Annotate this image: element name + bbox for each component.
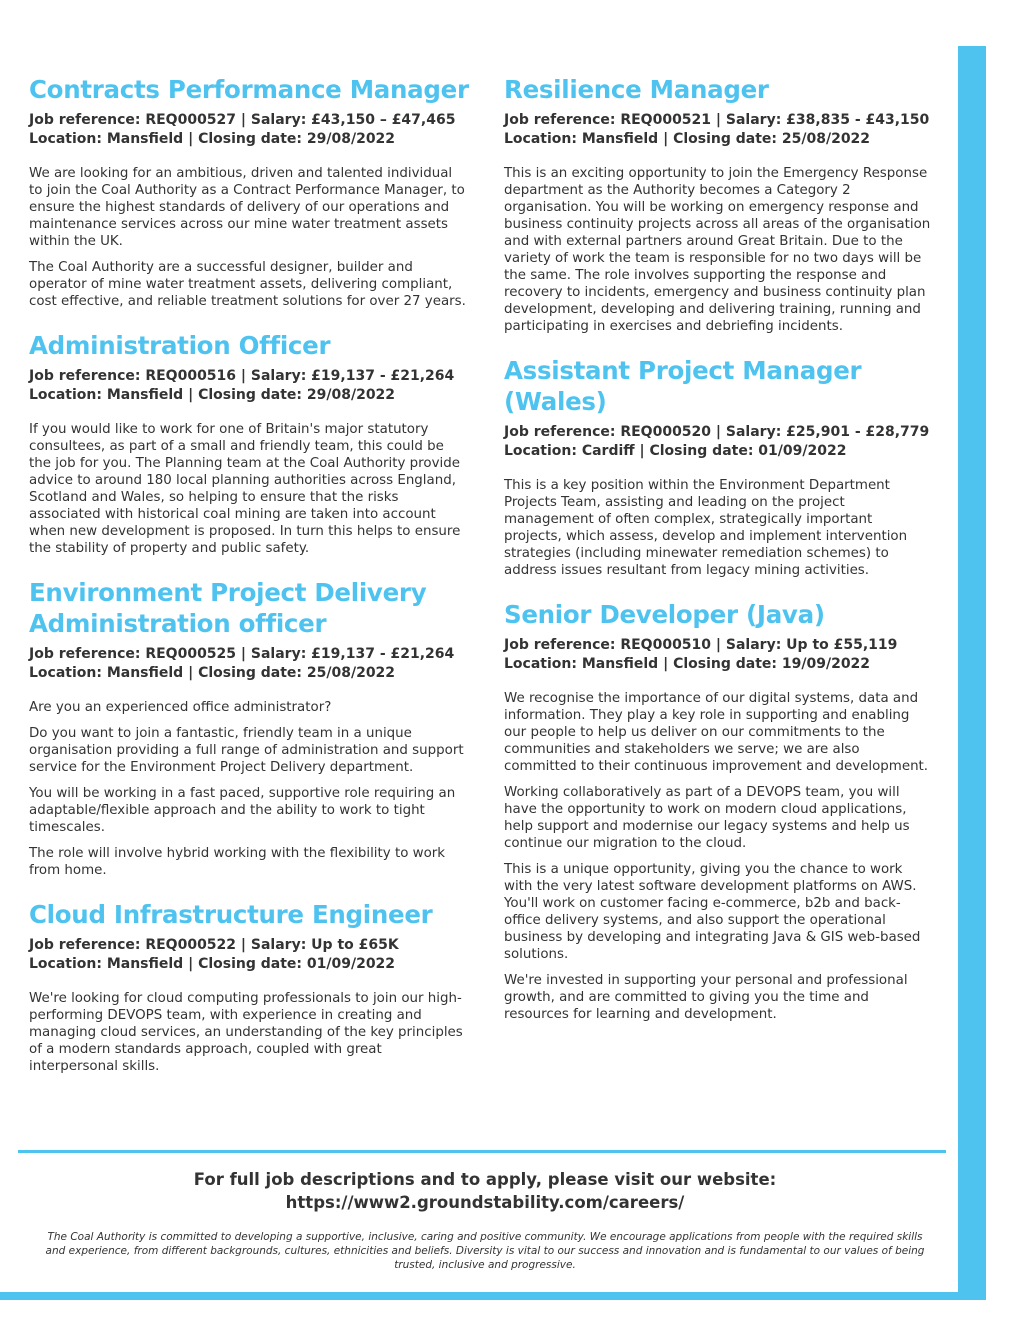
job-location-closing: Location: Cardiff | Closing date: 01/09/2022 <box>504 443 847 459</box>
job-location-closing: Location: Mansfield | Closing date: 01/09/2022 <box>29 956 396 972</box>
job-description: This is a unique opportunity, giving you the chance to work with the very latest software development platforms on AWS. You'll work on customer facing e-commerce, b2b and back-office delivery systems, and also support the operational business by developing and integrating Java & GIS web-based solutions. <box>504 862 921 962</box>
job-title: Resilience Manager <box>504 75 769 104</box>
job-title: Contracts Performance Manager <box>29 75 469 104</box>
job-description: Working collaboratively as part of a DEVOPS team, you will have the opportunity to work on modern cloud applications, help support and modernise our legacy systems and help us continue our migration to the cloud. <box>504 785 910 851</box>
job-meta <box>29 645 469 683</box>
job-reference-salary: Job reference: REQ000520 | Salary: £25,901 - £28,779 <box>504 424 930 440</box>
job-description: We recognise the importance of our digital systems, data and information. They play a key role in supporting and enabling our people to help us deliver on our commitments to the communities and stakeholders we serve; we are also committed to their continuous improvement and development. <box>504 691 929 774</box>
job-description: This is an exciting opportunity to join the Emergency Response department as the Authority becomes a Category 2 organisation. You will be working on emergency response and business continuity projects across all areas of the organisation and with external partners around Great Britain. Due to the variety of work the team is responsible for no two days will be the same. The role involves supporting the response and recovery to incidents, emergency and business continuity plan development, developing and delivering training, running and participating in exercises and debriefing incidents. <box>504 166 931 334</box>
job-meta <box>29 367 469 405</box>
job-description: The role will involve hybrid working with the flexibility to work from home. <box>29 846 446 878</box>
job-description: Do you want to join a fantastic, friendly team in a unique organisation providing a full range of administration and support service for the Environment Project Delivery department. <box>29 726 464 775</box>
job-title: Administration Officer <box>29 331 331 360</box>
job-reference-salary: Job reference: REQ000527 | Salary: £43,150 – £47,465 <box>29 112 456 128</box>
right-column <box>504 74 934 1043</box>
job-description: We're invested in supporting your personal and professional growth, and are committed to giving you the time and resources for learning and development. <box>504 973 908 1022</box>
job-meta <box>504 423 934 461</box>
job-description: This is a key position within the Environment Department Projects Team, assisting and leading on the project management of often complex, strategically important projects, which assess, develop and implement intervention strategies (including minewater remediation schemes) to address issues resultant from legacy mining activities. <box>504 478 908 578</box>
job-location-closing: Location: Mansfield | Closing date: 29/08/2022 <box>29 131 396 147</box>
job-description: We are looking for an ambitious, driven and talented individual to join the Coal Authority as a Contract Performance Manager, to ensure the highest standards of delivery of our operations and maintenance services across our mine water treatment assets within the UK. <box>29 166 465 249</box>
job-reference-salary: Job reference: REQ000510 | Salary: Up to £55,119 <box>504 637 898 653</box>
accent-side-bar <box>958 46 986 1300</box>
job-senior-developer-java <box>504 599 934 1023</box>
job-description: You will be working in a fast paced, supportive role requiring an adaptable/flexible approach and the ability to work to tight timescales. <box>29 786 456 835</box>
job-description: The Coal Authority are a successful designer, builder and operator of mine water treatment assets, delivering compliant, cost effective, and reliable treatment solutions for over 27 years. <box>29 260 466 309</box>
apply-instructions: For full job descriptions and to apply, please visit our website: <box>193 1170 777 1189</box>
job-reference-salary: Job reference: REQ000525 | Salary: £19,137 - £21,264 <box>29 646 455 662</box>
job-description: Are you an experienced office administrator? <box>29 700 332 715</box>
job-meta <box>29 111 469 149</box>
accent-bottom-bar <box>0 1292 986 1300</box>
job-location-closing: Location: Mansfield | Closing date: 25/08/2022 <box>504 131 871 147</box>
diversity-statement: The Coal Authority is committed to developing a supportive, inclusive, caring and positive community. We encourage applications from people with the required skills and experience, from different backgrounds, cultures, ethnicities and beliefs. Diversity is vital to our success and innovation and is fundamental to our values of being trusted, inclusive and progressive. <box>45 1231 925 1271</box>
job-meta <box>504 636 934 674</box>
job-description: We're looking for cloud computing professionals to join our high-performing DEVOPS team, with experience in creating and managing cloud services, an understanding of the key principles of a modern standards approach, coupled with great interpersonal skills. <box>29 991 463 1074</box>
left-column <box>29 74 469 1095</box>
job-environment-project-delivery-admin <box>29 577 469 879</box>
job-administration-officer <box>29 330 469 557</box>
careers-website-link[interactable]: https://www2.groundstability.com/careers/ <box>285 1193 685 1212</box>
job-description: If you would like to work for one of Britain's major statutory consultees, as part of a small and friendly team, this could be the job for you. The Planning team at the Coal Authority provide advice to around 180 local planning authorities across England, Scotland and Wales, so helping to ensure that the risks associated with historical coal mining are taken into account when new development is proposed. In turn this helps to ensure the stability of property and public safety. <box>29 422 461 556</box>
job-assistant-project-manager-wales <box>504 355 934 579</box>
job-location-closing: Location: Mansfield | Closing date: 25/08/2022 <box>29 665 396 681</box>
job-location-closing: Location: Mansfield | Closing date: 19/09/2022 <box>504 656 871 672</box>
job-cloud-infrastructure-engineer <box>29 899 469 1075</box>
job-contracts-performance-manager <box>29 74 469 310</box>
apply-call-to-action <box>0 1168 970 1214</box>
job-location-closing: Location: Mansfield | Closing date: 29/08/2022 <box>29 387 396 403</box>
job-reference-salary: Job reference: REQ000522 | Salary: Up to £65K <box>29 937 399 953</box>
job-title: Cloud Infrastructure Engineer <box>29 900 433 929</box>
job-reference-salary: Job reference: REQ000516 | Salary: £19,137 - £21,264 <box>29 368 455 384</box>
job-title: Assistant Project Manager (Wales) <box>504 356 862 416</box>
footer-divider <box>18 1150 946 1153</box>
job-resilience-manager <box>504 74 934 335</box>
job-meta <box>29 936 469 974</box>
job-title: Environment Project Delivery Administration officer <box>29 578 427 638</box>
job-meta <box>504 111 934 149</box>
job-reference-salary: Job reference: REQ000521 | Salary: £38,835 - £43,150 <box>504 112 930 128</box>
job-title: Senior Developer (Java) <box>504 600 825 629</box>
